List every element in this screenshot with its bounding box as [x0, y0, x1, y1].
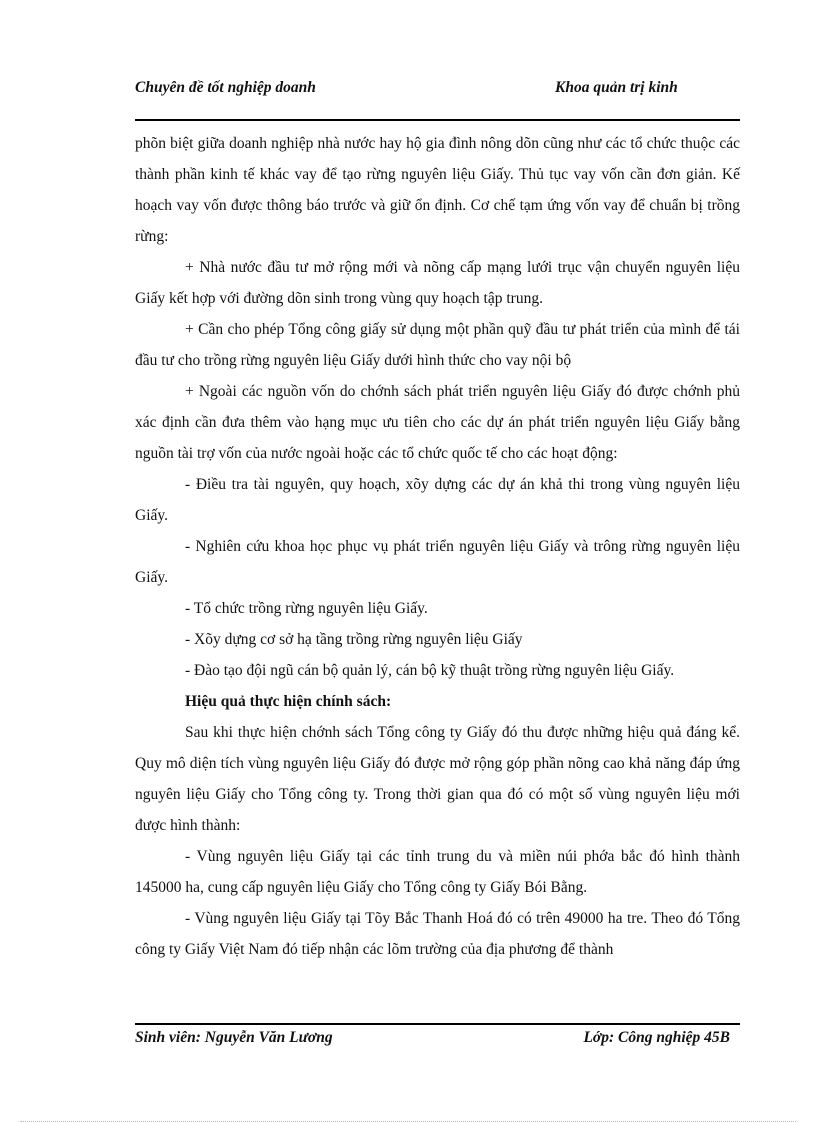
paragraph: - Điều tra tài nguyên, quy hoạch, xõy dựng các dự án khả thi trong vùng nguyên liệu Giấy. — [135, 476, 740, 524]
document-body — [135, 128, 740, 965]
page-edge — [20, 1121, 796, 1122]
footer-rule — [135, 1023, 740, 1025]
paragraph: - Tổ chức trồng rừng nguyên liệu Giấy. — [185, 600, 428, 617]
section-heading: Hiệu quả thực hiện chính sách: — [185, 693, 392, 710]
paragraph: - Nghiên cứu khoa học phục vụ phát triển nguyên liệu Giấy và trông rừng nguyên liệu Giấy. — [135, 538, 740, 586]
paragraph: + Ngoài các nguồn vốn do chớnh sách phát triển nguyên liệu Giấy đó được chớnh phủ xác định cần đưa thêm vào hạng mục ưu tiên cho các dự án phát triển nguyên liệu Giấy bằng nguồn tài trợ vốn của nước ngoài hoặc các tổ chức quốc tế cho các hoạt động: — [135, 383, 740, 462]
paragraph: + Cần cho phép Tổng công giấy sử dụng một phần quỹ đầu tư phát triển của mình để tái đầu tư cho trồng rừng nguyên liệu Giấy dưới hình thức cho vay nội bộ — [135, 321, 740, 369]
footer-class: Lớp: Công nghiệp 45B — [583, 1029, 730, 1046]
paragraph: phõn biệt giữa doanh nghiệp nhà nước hay hộ gia đình nông dõn cũng như các tổ chức thuộc các thành phần kinh tế khác vay để tạo rừng nguyên liệu Giấy. Thủ tục vay vốn cần đơn giản. Kế hoạch vay vốn được thông báo trước và giữ ổn định. Cơ chế tạm ứng vốn vay để chuẩn bị trồng rừng: — [135, 135, 740, 245]
paragraph: - Vùng nguyên liệu Giấy tại Tõy Bắc Thanh Hoá đó có trên 49000 ha tre. Theo đó Tổng công ty Giấy Việt Nam đó tiếp nhận các lõm trường của địa phương để thành — [135, 910, 740, 958]
paragraph: - Vùng nguyên liệu Giấy tại các tỉnh trung du và miền núi phớa bắc đó hình thành 145000 ha, cung cấp nguyên liệu Giấy cho Tổng công ty Giấy Bói Bằng. — [135, 848, 740, 896]
paragraph: - Đào tạo đội ngũ cán bộ quản lý, cán bộ kỹ thuật trồng rừng nguyên liệu Giấy. — [185, 662, 675, 679]
paragraph: + Nhà nước đầu tư mở rộng mới và nõng cấp mạng lưới trục vận chuyển nguyên liệu Giấy kết hợp với đường dõn sinh trong vùng quy hoạch tập trung. — [135, 259, 740, 307]
header-course-title: Chuyên đề tốt nghiệp doanh — [135, 79, 316, 96]
header-rule — [135, 119, 740, 121]
paragraph: Sau khi thực hiện chớnh sách Tổng công ty Giấy đó thu được những hiệu quả đáng kể. Quy mô diện tích vùng nguyên liệu Giấy đó được mở rộng góp phần nõng cao khả năng đáp ứng nguyên liệu Giấy cho Tổng công ty. Trong thời gian qua đó có một số vùng nguyên liệu mới được hình thành: — [135, 724, 740, 834]
paragraph: - Xõy dựng cơ sở hạ tầng trồng rừng nguyên liệu Giấy — [185, 631, 523, 648]
footer-student-name: Sinh viên: Nguyễn Văn Lương — [135, 1029, 333, 1046]
header-faculty: Khoa quản trị kinh — [555, 79, 678, 96]
